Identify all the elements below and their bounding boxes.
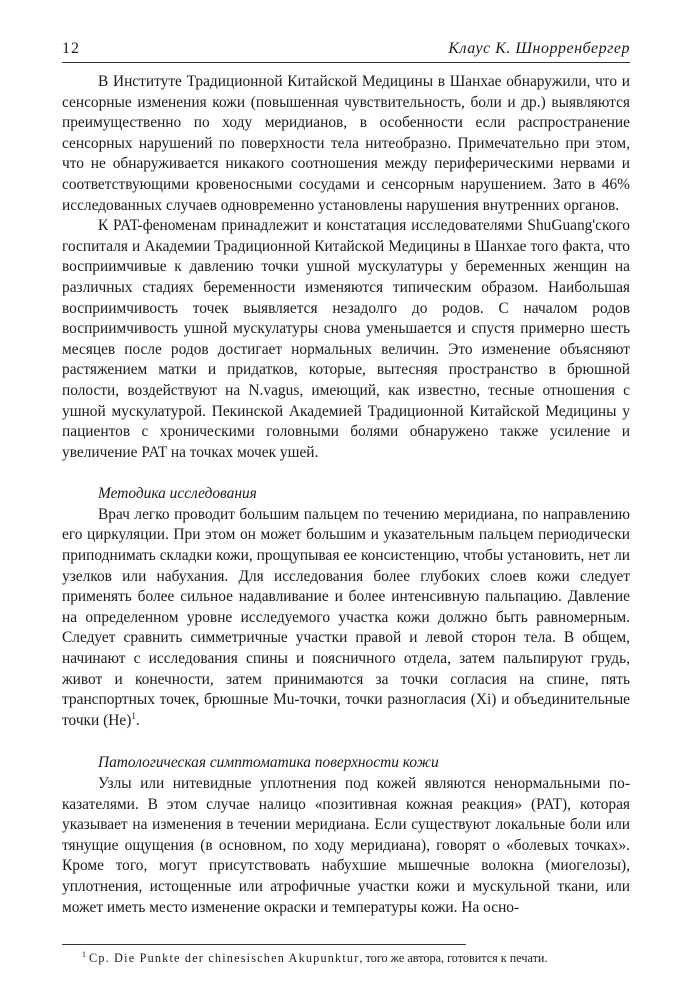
running-title: Клаус К. Шнорренбергер [448,40,630,57]
footnote-marker: 1 [82,949,86,959]
paragraph-methods [62,505,630,732]
methods-text-end: . [135,711,140,729]
page-header [62,38,630,63]
section-gap [62,463,630,484]
footnote-reference: 1 [131,710,136,721]
page-body [62,72,630,918]
footnote [62,950,652,966]
paragraph-pathology: Узлы или нитевидные уплотнения под кожей являются ненормальными показателями. В этом случае налицо «позитивная кожная реакция» (PAT), которая указывает на изменения в течении меридиана. Если существуют локальные боли или тянущие ощущения (в основном, по ходу меридиана), говорят о «болевых точках». Кроме того, могут присутствовать набухшие мышечные волокна (миогелозы), уплотнения, истощенные или атрофичные участки кожи и мускульной ткани, или может иметь место изменение окраски и температуры кожи. На осно- [62,775,630,916]
footnote-source: Cp. Die Punkte der chinesischen Akupunktur [89,951,360,965]
page-number: 12 [62,40,80,57]
paragraph-pat-phenomena: К PAT-феноменам принадлежит и констатация исследователями ShuGuang'ского госпиталя и Академии Традиционной Китайской Медицины в Шанхае того факта, что восприимчивые к давлению точки ушной мускулатуры у беременных женщин на различных стадиях беременности изменяются типическим образом. Наибольшая восприимчивость точек выявляется незадолго до родов. С началом родов восприимчивость ушной мускулатуры снова уменьшается и спустя примерно шесть месяцев после родов достигает нормальных величин. Это изменение объясняют растяжением матки и придатков, которые, вытесняя пространство в брюшной полости, воздействуют на N.vagus, имеющий, как известно, тесные отношения с ушной мускулатурой. Пекинской Академией Традиционной Китайской Медицины у пациентов с хроническими головными болями обнаружено также усиление и увеличение PAT на точках мочек ушей. [62,217,630,461]
footnote-note: , того же автора, готовится к печати. [359,951,548,965]
paragraph-sensory-changes: В Институте Традиционной Китайской Медицины в Шанхае обнаружили, что и сенсорные изменения кожи (повышенная чувствительность, боли и др.) выявляются преимущественно по ходу меридианов, в особенности если распространение сенсорных нарушений по поверхности тела нитеобразно. Примечательно при этом, что не обнаруживается никакого соотношения между периферическими нервами и соответствующими кровеносными сосудами и сенсорным нарушением. Зато в 46% исследованных случаев одновременно установлены нарушения внутренних органов. [62,73,630,214]
methods-text: Врач легко проводит большим пальцем по течению меридиана, по направлению его циркуляции. При этом он может большим и указательным пальцем периодически приподнимать складки кожи, прощупывая ее консистенцию, чтобы установить, нет ли узелков или набухания. Для исследования более глубоких слоев кожи следует применять более сильное надавливание и более интенсивную пальпацию. Давление на определенном уровне исследуемого участка кожи должно быть равномерным. Следует сравнить симметричные участки правой и левой сторон тела. В общем, начинают с исследования спины и поясничного отдела, затем пальпируют грудь, живот и конечности, затем принимаются за точки согласия на спине, пять транспортных точек, брюшные Mu-точки, точки разногласия (Xi) и объединительные точки (He) [62,505,630,729]
footnote-divider [62,944,466,945]
heading-methods: Методика исследования [98,485,257,503]
heading-pathology: Патологическая симптоматика поверхности кожи [98,754,439,772]
section-gap [62,731,630,753]
